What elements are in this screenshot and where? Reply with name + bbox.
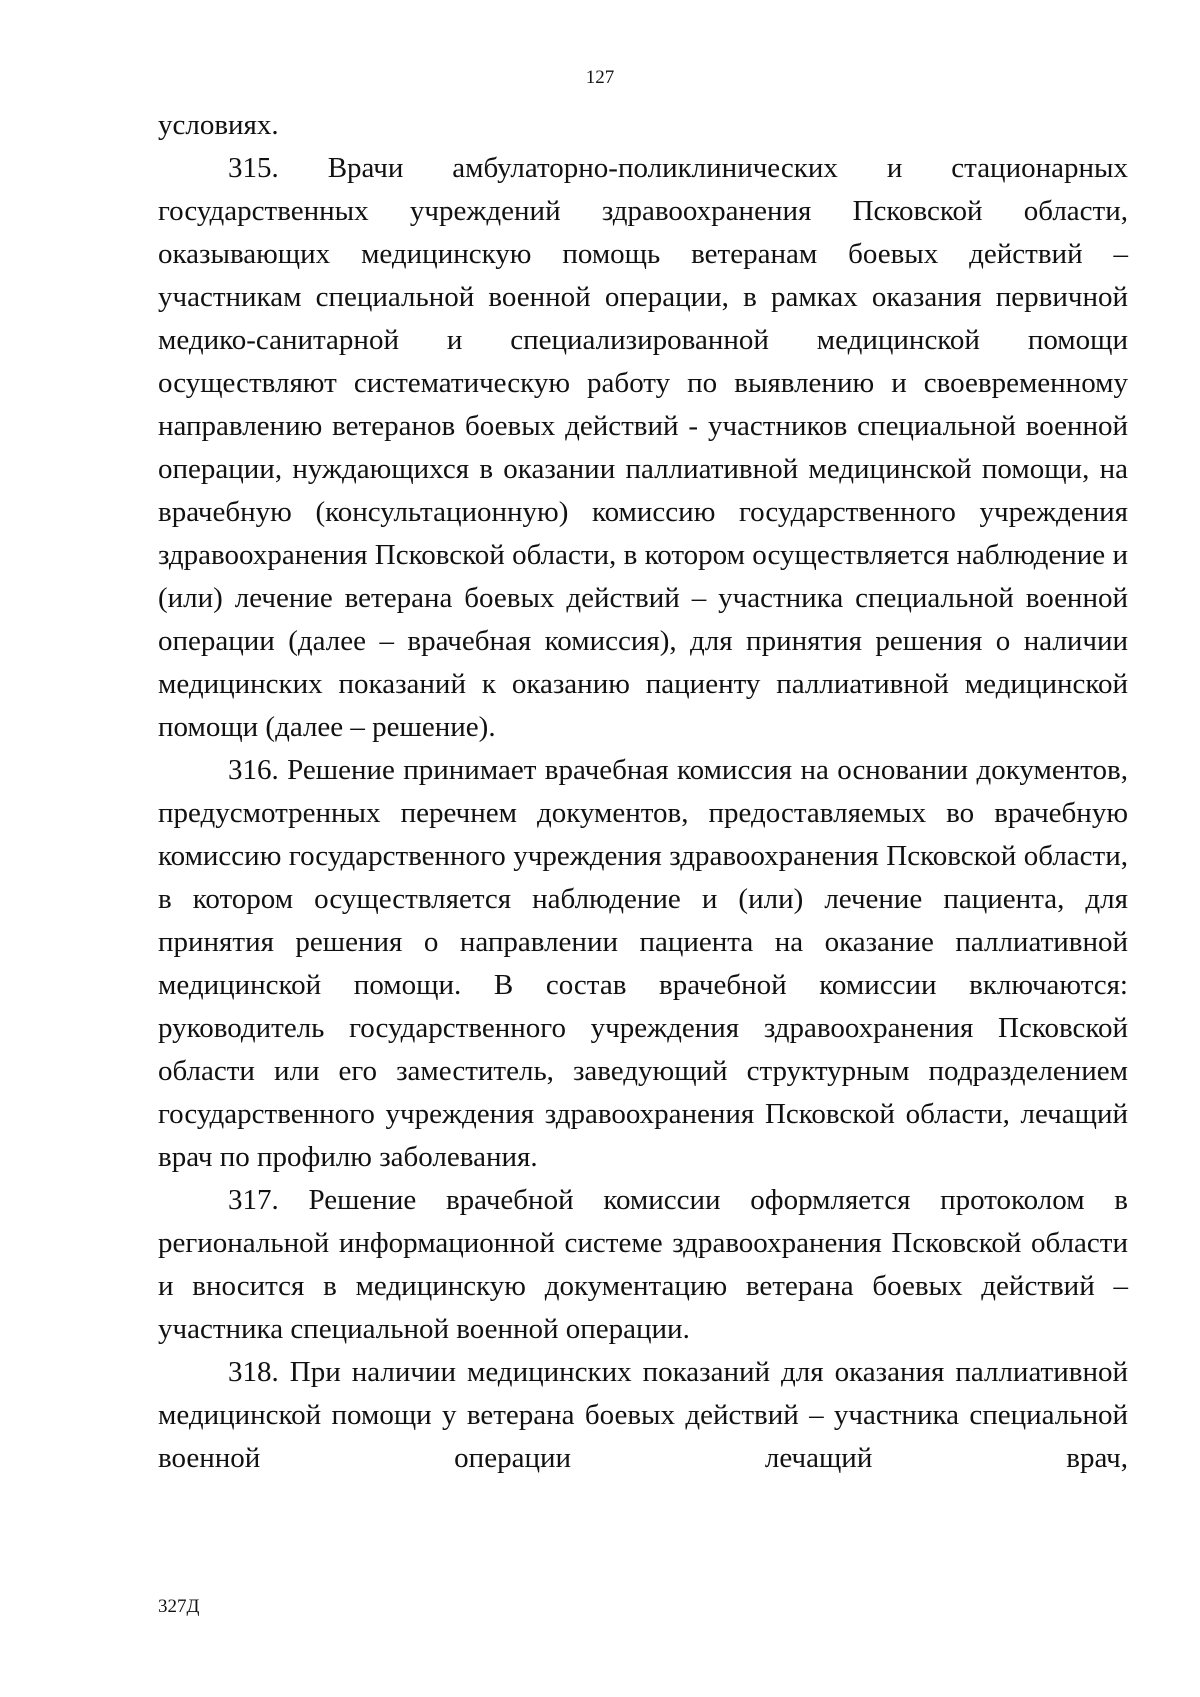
paragraph-318: 318. При наличии медицинских показаний для оказания паллиативной медицинской помощи у ветерана боевых действий – участника специальной военной операции лечащий врач, — [158, 1356, 1128, 1474]
paragraph-315: 315. Врачи амбулаторно-поликлинических и стационарных государственных учреждений здравоохранения Псковской области, оказывающих медицинскую помощь ветеранам боевых действий – участникам специальной военной операции, в рамках оказания первичной медико-санитарной и специализированной медицинской помощи осуществляют систематическую работу по выявлению и своевременному направлению ветеранов боевых действий - участников специальной военной операции, нуждающихся в оказании паллиативной медицинской помощи, на врачебную (консультационную) комиссию государственного учреждения здравоохранения Псковской области, в котором осуществляется наблюдение и (или) лечение ветерана боевых действий – участника специальной военной операции (далее – врачебная комиссия), для принятия решения о наличии медицинских показаний к оказанию пациенту паллиативной медицинской помощи (далее – решение). — [158, 152, 1128, 743]
paragraph-continuation: условиях. — [158, 109, 279, 141]
document-code: 327Д — [158, 1596, 200, 1617]
paragraph-317: 317. Решение врачебной комиссии оформляется протоколом в региональной информационной системе здравоохранения Псковской области и вносится в медицинскую документацию ветерана боевых действий – участника специальной военной операции. — [158, 1184, 1128, 1345]
page-number: 127 — [585, 67, 615, 88]
paragraph-316: 316. Решение принимает врачебная комиссия на основании документов, предусмотренных перечнем документов, предоставляемых во врачебную комиссию государственного учреждения здравоохранения Псковской области, в котором осуществляется наблюдение и (или) лечение пациента, для принятия решения о направлении пациента на оказание паллиативной медицинской помощи. В состав врачебной комиссии включаются: руководитель государственного учреждения здравоохранения Псковской области или его заместитель, заведующий структурным подразделением государственного учреждения здравоохранения Псковской области, лечащий врач по профилю заболевания. — [158, 754, 1128, 1173]
document-body — [158, 104, 1128, 1480]
